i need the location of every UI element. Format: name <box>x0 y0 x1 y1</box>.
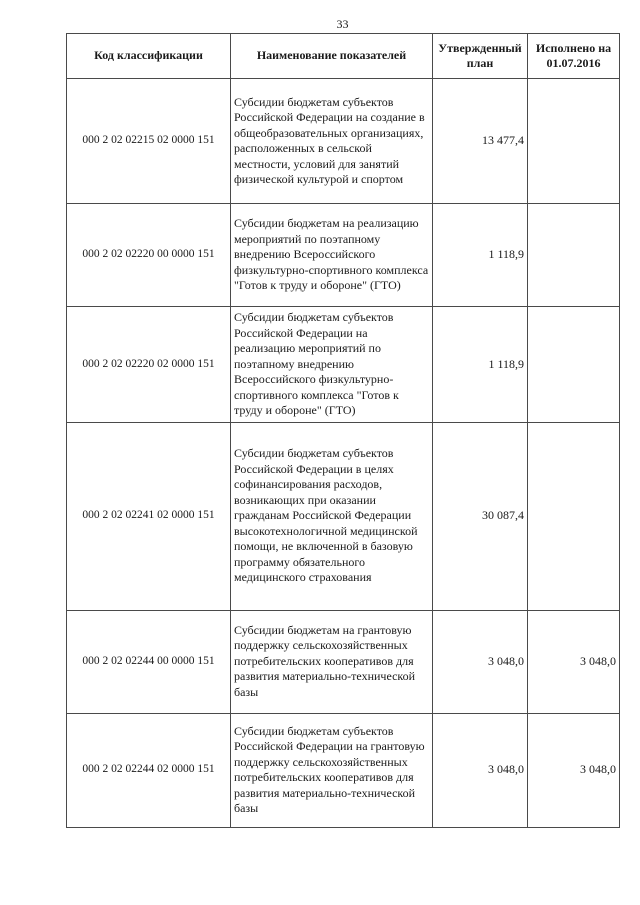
row-name: Субсидии бюджетам на грантовую поддержку сельскохозяйственных потребительских кооперативов для развития материально-технической базы <box>231 610 433 713</box>
row-executed <box>528 307 620 423</box>
table-row <box>67 610 620 713</box>
table-row <box>67 79 620 204</box>
row-plan: 3 048,0 <box>433 610 528 713</box>
row-executed: 3 048,0 <box>528 610 620 713</box>
row-plan: 13 477,4 <box>433 79 528 204</box>
header-code: Код классификации <box>67 34 231 79</box>
row-name: Субсидии бюджетам субъектов Российской Федерации в целях софинансирования расходов, возникающих при оказании гражданам Российской Федерации высокотехнологичной медицинской помощи, не включенной в базовую программу обязательного медицинского страхования <box>231 422 433 610</box>
budget-table <box>66 33 620 828</box>
table-header-row <box>67 34 620 79</box>
header-plan: Утвержденный план <box>433 34 528 79</box>
row-code: 000 2 02 02241 02 0000 151 <box>67 422 231 610</box>
row-plan: 1 118,9 <box>433 307 528 423</box>
row-plan: 1 118,9 <box>433 204 528 307</box>
row-executed <box>528 422 620 610</box>
row-name: Субсидии бюджетам субъектов Российской Федерации на грантовую поддержку сельскохозяйственных потребительских кооперативов для развития материально-технической базы <box>231 713 433 827</box>
row-code: 000 2 02 02244 00 0000 151 <box>67 610 231 713</box>
row-executed <box>528 204 620 307</box>
row-code: 000 2 02 02220 00 0000 151 <box>67 204 231 307</box>
row-name: Субсидии бюджетам субъектов Российской Федерации на создание в общеобразовательных организациях, расположенных в сельской местности, условий для занятий физической культурой и спортом <box>231 79 433 204</box>
row-name: Субсидии бюджетам субъектов Российской Федерации на реализацию мероприятий по поэтапному внедрению Всероссийского физкультурно-спортивного комплекса "Готов к труду и обороне" (ГТО) <box>231 307 433 423</box>
table-row <box>67 204 620 307</box>
table-row <box>67 422 620 610</box>
row-executed: 3 048,0 <box>528 713 620 827</box>
header-name: Наименование показателей <box>231 34 433 79</box>
row-plan: 3 048,0 <box>433 713 528 827</box>
table-row <box>67 713 620 827</box>
row-code: 000 2 02 02244 02 0000 151 <box>67 713 231 827</box>
header-executed: Исполнено на 01.07.2016 <box>528 34 620 79</box>
row-code: 000 2 02 02220 02 0000 151 <box>67 307 231 423</box>
page-number: 33 <box>336 17 349 31</box>
row-executed <box>528 79 620 204</box>
table-row <box>67 307 620 423</box>
row-name: Субсидии бюджетам на реализацию мероприятий по поэтапному внедрению Всероссийского физкультурно-спортивного комплекса "Готов к труду и обороне" (ГТО) <box>231 204 433 307</box>
row-plan: 30 087,4 <box>433 422 528 610</box>
row-code: 000 2 02 02215 02 0000 151 <box>67 79 231 204</box>
